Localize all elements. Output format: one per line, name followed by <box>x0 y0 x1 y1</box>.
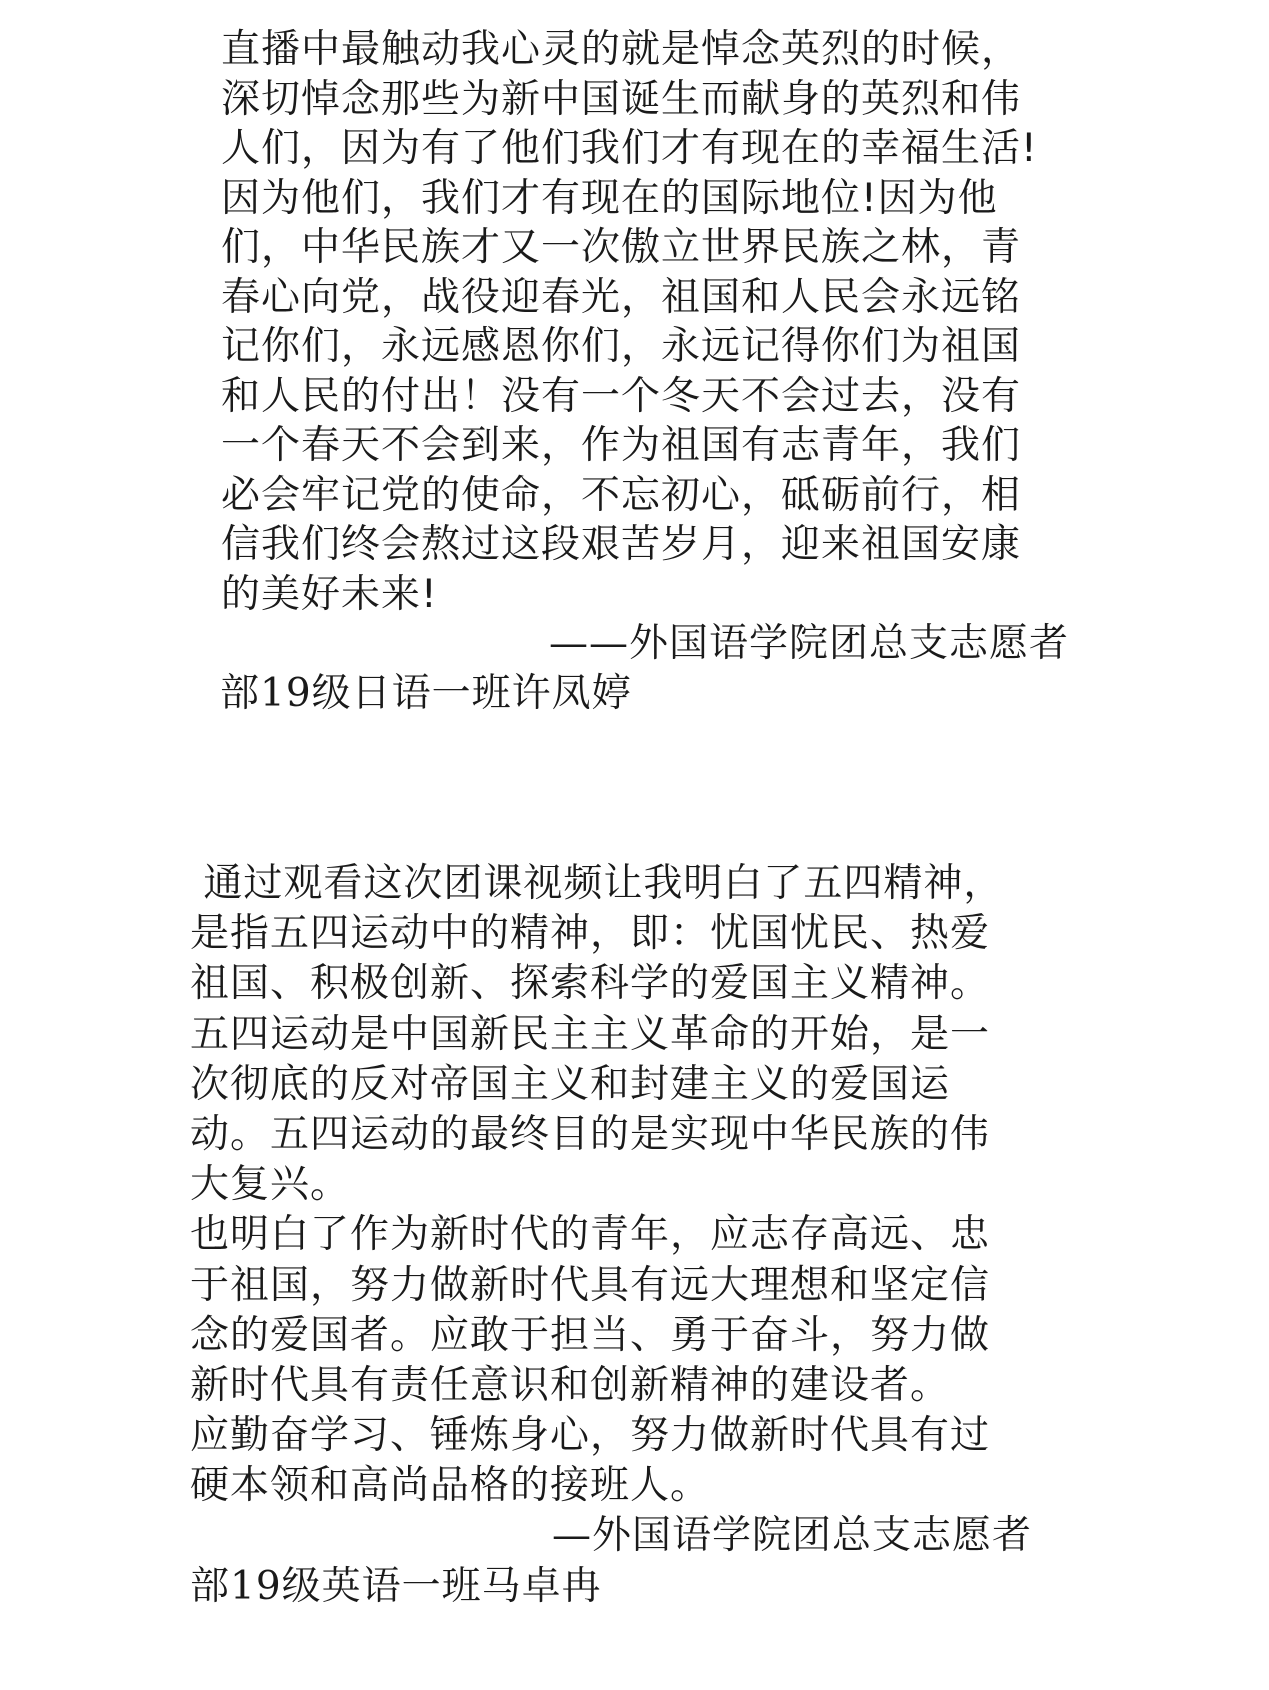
text-line: 大复兴。 <box>190 1162 351 1208</box>
text-line: 通过观看这次团课视频让我明白了五四精神， <box>190 861 1004 906</box>
text-line: 一个春天不会到来，作为祖国有志青年，我们 <box>221 423 1022 468</box>
text-line: 因为他们，我们才有现在的国际地位!因为他 <box>221 175 998 221</box>
text-line: 人们，因为有了他们我们才有现在的幸福生活! <box>221 126 1038 171</box>
text-line: 也明白了作为新时代的青年，应志存高远、忠 <box>190 1212 991 1258</box>
text-line: 春心向党，战役迎春光，祖国和人民会永远铭 <box>221 274 1022 320</box>
text-line: 祖国、积极创新、探索科学的爱国主义精神。 <box>190 961 991 1007</box>
text-line: 必会牢记党的使命，不忘初心，砥砺前行，相 <box>221 472 1022 518</box>
text-line: 念的爱国者。应敢于担当、勇于奋斗，努力做 <box>190 1312 991 1358</box>
text-line: 次彻底的反对帝国主义和封建主义的爱国运 <box>190 1061 951 1107</box>
text-line: 应勤奋学习、锤炼身心，努力做新时代具有过 <box>190 1413 991 1459</box>
reflection-section-2 <box>190 861 1070 1617</box>
text-line: 和人民的付出！没有一个冬天不会过去，没有 <box>221 373 1022 419</box>
text-line: 信我们终会熬过这段艰苦岁月，迎来祖国安康 <box>221 522 1022 567</box>
text-line: 直播中最触动我心灵的就是悼念英烈的时候， <box>221 27 1022 72</box>
text-line: 新时代具有责任意识和创新精神的建设者。 <box>190 1362 951 1408</box>
signature-author: 部19级日语一班许凤婷 <box>220 670 632 716</box>
text-line: 动。五四运动的最终目的是实现中华民族的伟 <box>190 1111 991 1157</box>
signature-affiliation: —外国语学院团总支志愿者 <box>552 1513 1033 1559</box>
text-line: 五四运动是中国新民主主义革命的开始，是一 <box>190 1011 991 1057</box>
reflection-section-1 <box>220 27 1101 723</box>
text-line: 于祖国，努力做新时代具有远大理想和坚定信 <box>190 1262 991 1308</box>
text-line: 们，中华民族才又一次傲立世界民族之林，青 <box>221 225 1022 270</box>
text-line: 是指五四运动中的精神，即：忧国忧民、热爱 <box>190 911 991 957</box>
text-line: 记你们，永远感恩你们，永远记得你们为祖国 <box>221 324 1022 369</box>
text-line: 硬本领和高尚品格的接班人。 <box>190 1463 711 1509</box>
signature-affiliation: ——外国语学院团总支志愿者 <box>549 621 1070 666</box>
signature-author: 部19级英语一班马卓冉 <box>190 1563 602 1609</box>
text-line: 深切悼念那些为新中国诞生而献身的英烈和伟 <box>221 76 1022 122</box>
text-line: 的美好未来! <box>221 571 438 617</box>
